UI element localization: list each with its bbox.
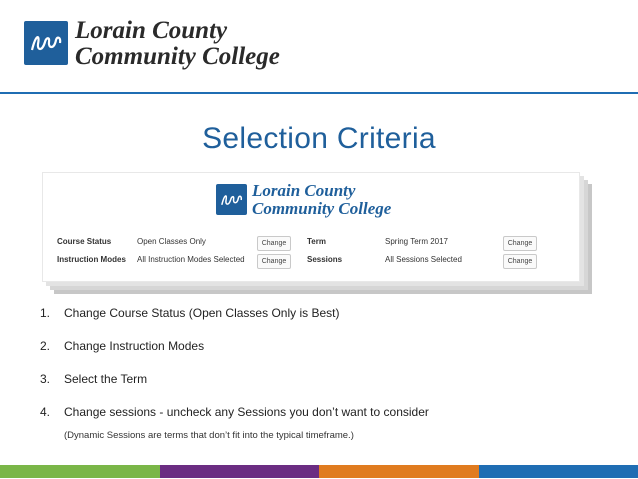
college-logo (24, 12, 280, 74)
step-number: 1. (40, 306, 51, 320)
bar-segment-orange (319, 465, 479, 478)
term-label: Term (307, 237, 326, 246)
header-divider (0, 92, 638, 94)
page-title: Selection Criteria (202, 122, 436, 155)
sessions-label: Sessions (307, 255, 343, 264)
bar-segment-green (0, 465, 160, 478)
course-status-value: Open Classes Only (137, 237, 206, 246)
step-text: Change sessions - uncheck any Sessions you don’t want to consider (64, 405, 429, 419)
screenshot-logo-line-2: Community College (252, 199, 392, 218)
selection-screenshot (42, 172, 580, 282)
instruction-modes-label: Instruction Modes (57, 255, 126, 264)
screenshot-logo (216, 182, 391, 217)
bar-segment-blue (479, 465, 638, 478)
term-value: Spring Term 2017 (385, 237, 448, 246)
logo-line-1: Lorain County (75, 16, 228, 44)
course-status-label: Course Status (57, 237, 112, 246)
step-number: 2. (40, 339, 51, 353)
bar-segment-purple (160, 465, 320, 478)
course-status-change-button[interactable]: Change (257, 236, 291, 251)
step-text: Change Course Status (Open Classes Only is Best) (64, 306, 340, 320)
step-text: Select the Term (64, 372, 148, 386)
sessions-value: All Sessions Selected (385, 255, 462, 264)
instruction-modes-value: All Instruction Modes Selected (137, 255, 245, 264)
step-number: 3. (40, 372, 51, 386)
logo-line-2: Community College (75, 42, 280, 70)
step-text: Change Instruction Modes (64, 339, 205, 353)
step-number: 4. (40, 405, 51, 419)
sessions-change-button[interactable]: Change (503, 254, 537, 269)
instruction-modes-change-button[interactable]: Change (257, 254, 291, 269)
footer-color-bar (0, 465, 638, 478)
screenshot-logo-line-1: Lorain County (252, 181, 356, 200)
lcc-monogram-icon (216, 184, 247, 215)
sessions-note: (Dynamic Sessions are terms that don’t fit into the typical timeframe.) (64, 430, 354, 441)
term-change-button[interactable]: Change (503, 236, 537, 251)
lcc-monogram-icon (24, 21, 68, 65)
